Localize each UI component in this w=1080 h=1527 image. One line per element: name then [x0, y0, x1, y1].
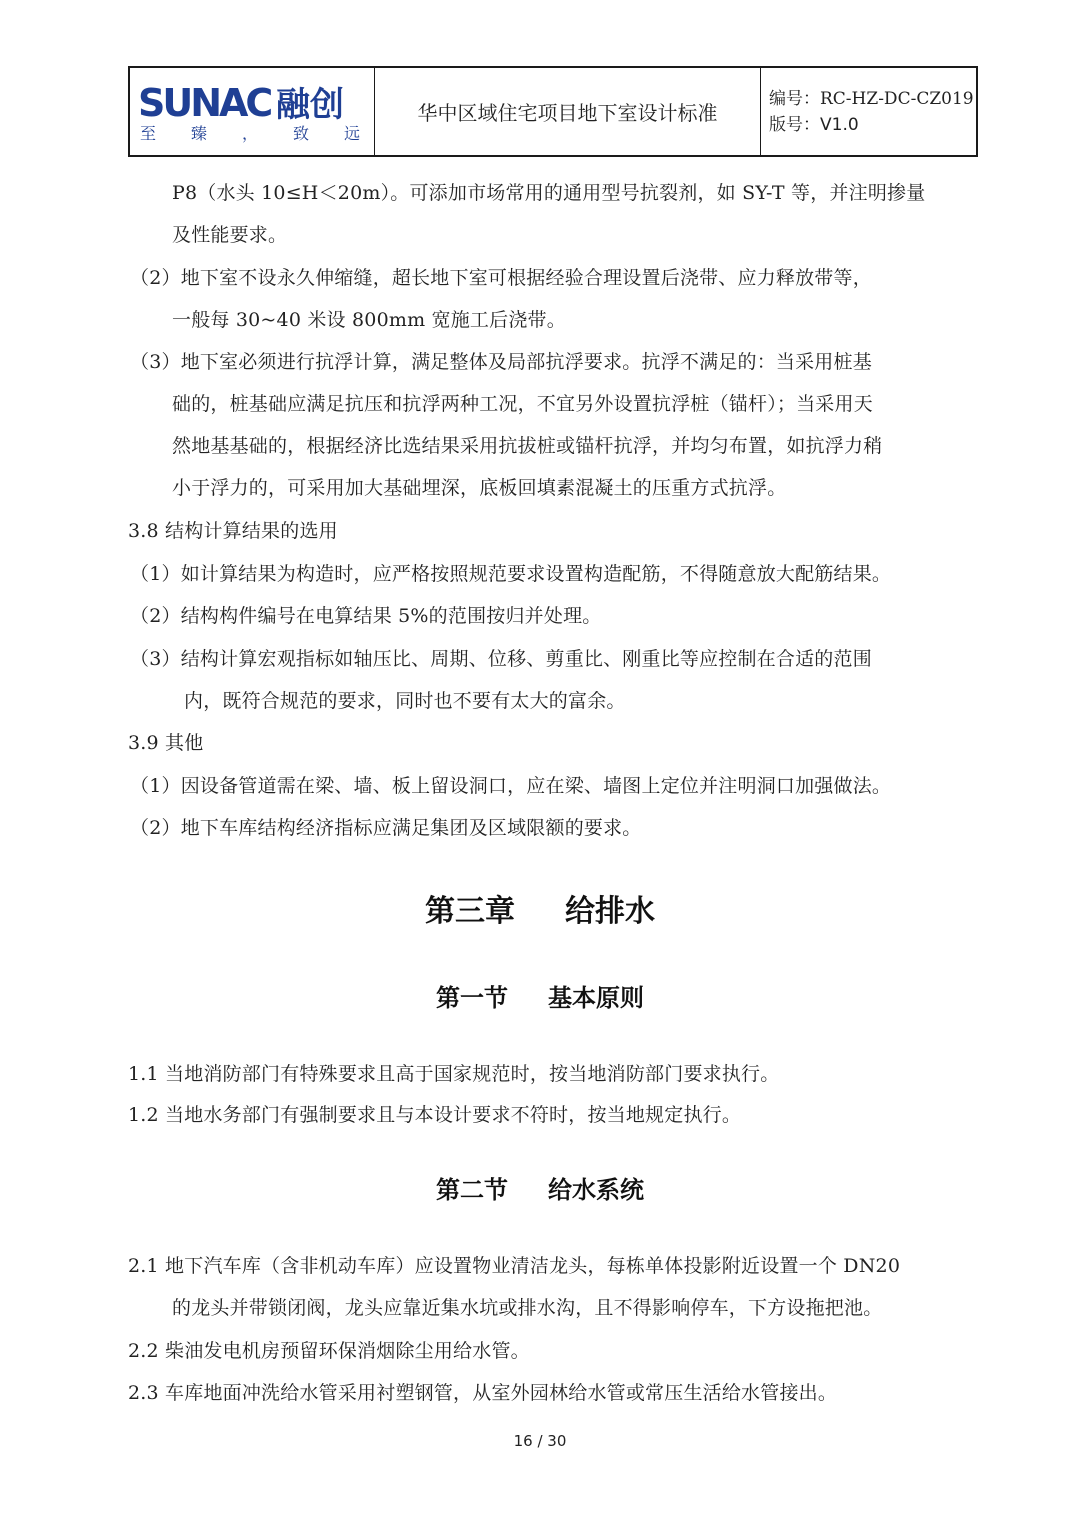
- logo-tagline: [140, 121, 360, 144]
- document-version: 版号：V1.0: [769, 114, 859, 135]
- page-number: 16 / 30: [513, 1432, 567, 1450]
- body-line: 2.1 地下汽车库（含非机动车库）应设置物业清洁龙头，每栋单体投影附近设置一个 DN20: [128, 1255, 901, 1277]
- body-line: P8（水头 10≤H＜20m）。可添加市场常用的通用型号抗裂剂，如 SY-T 等，并注明掺量: [172, 182, 926, 204]
- subheading-3-9: 3.9 其他: [128, 732, 204, 754]
- body-line: （2）结构构件编号在电算结果 5%的范围按归并处理。: [130, 605, 602, 627]
- body-line: 2.2 柴油发电机房预留环保消烟除尘用给水管。: [128, 1340, 530, 1362]
- document-meta: [761, 68, 976, 155]
- document-title: 华中区域住宅项目地下室设计标准: [375, 68, 761, 155]
- logo-cell: [130, 68, 375, 155]
- body-line: （2）地下室不设永久伸缩缝，超长地下室可根据经验合理设置后浇带、应力释放带等，: [130, 267, 872, 289]
- tagline-char: ，: [241, 124, 258, 143]
- body-line: 及性能要求。: [172, 224, 288, 246]
- sunac-logo: [136, 80, 368, 124]
- document-header: [128, 66, 978, 157]
- subheading-3-8: 3.8 结构计算结果的选用: [128, 520, 338, 542]
- chapter-heading: 第三章 给排水: [425, 894, 655, 929]
- body-line: 的龙头并带锁闭阀，龙头应靠近集水坑或排水沟，且不得影响停车，下方设拖把池。: [172, 1297, 883, 1319]
- body-line: 1.2 当地水务部门有强制要求且与本设计要求不符时，按当地规定执行。: [128, 1104, 742, 1126]
- body-line: （1）因设备管道需在梁、墙、板上留设洞口，应在梁、墙图上定位并注明洞口加强做法。: [130, 775, 892, 797]
- body-line: 1.1 当地消防部门有特殊要求且高于国家规范时，按当地消防部门要求执行。: [128, 1063, 780, 1085]
- tagline-char: 致: [292, 124, 309, 143]
- logo-en-text: SUNAC: [138, 81, 271, 124]
- body-line: 2.3 车库地面冲洗给水管采用衬塑钢管，从室外园林给水管或常压生活给水管接出。: [128, 1382, 838, 1404]
- tagline-char: 远: [343, 124, 360, 143]
- body-line: 一般每 30~40 米设 800mm 宽施工后浇带。: [172, 309, 566, 331]
- section-heading: 第一节 基本原则: [436, 984, 644, 1012]
- logo-cn-text: 融创: [276, 85, 344, 124]
- document-code: 编号：RC-HZ-DC-CZ019: [769, 88, 974, 109]
- section-heading: 第二节 给水系统: [436, 1176, 644, 1204]
- body-line: 础的，桩基础应满足抗压和抗浮两种工况，不宜另外设置抗浮桩（锚杆）；当采用天: [172, 393, 873, 415]
- tagline-char: 至: [140, 124, 157, 143]
- body-line: （3）结构计算宏观指标如轴压比、周期、位移、剪重比、刚重比等应控制在合适的范围: [130, 648, 872, 670]
- tagline-char: 臻: [190, 124, 207, 143]
- body-line: 内，既符合规范的要求，同时也不要有太大的富余。: [184, 690, 626, 712]
- body-line: （3）地下室必须进行抗浮计算，满足整体及局部抗浮要求。抗浮不满足的：当采用桩基: [130, 351, 872, 373]
- body-line: 小于浮力的，可采用加大基础埋深，底板回填素混凝土的压重方式抗浮。: [172, 477, 787, 499]
- body-line: 然地基基础的，根据经济比选结果采用抗拔桩或锚杆抗浮，并均匀布置，如抗浮力稍: [172, 435, 883, 457]
- body-line: （1）如计算结果为构造时，应严格按照规范要求设置构造配筋，不得随意放大配筋结果。: [130, 563, 892, 585]
- body-line: （2）地下车库结构经济指标应满足集团及区域限额的要求。: [130, 817, 642, 839]
